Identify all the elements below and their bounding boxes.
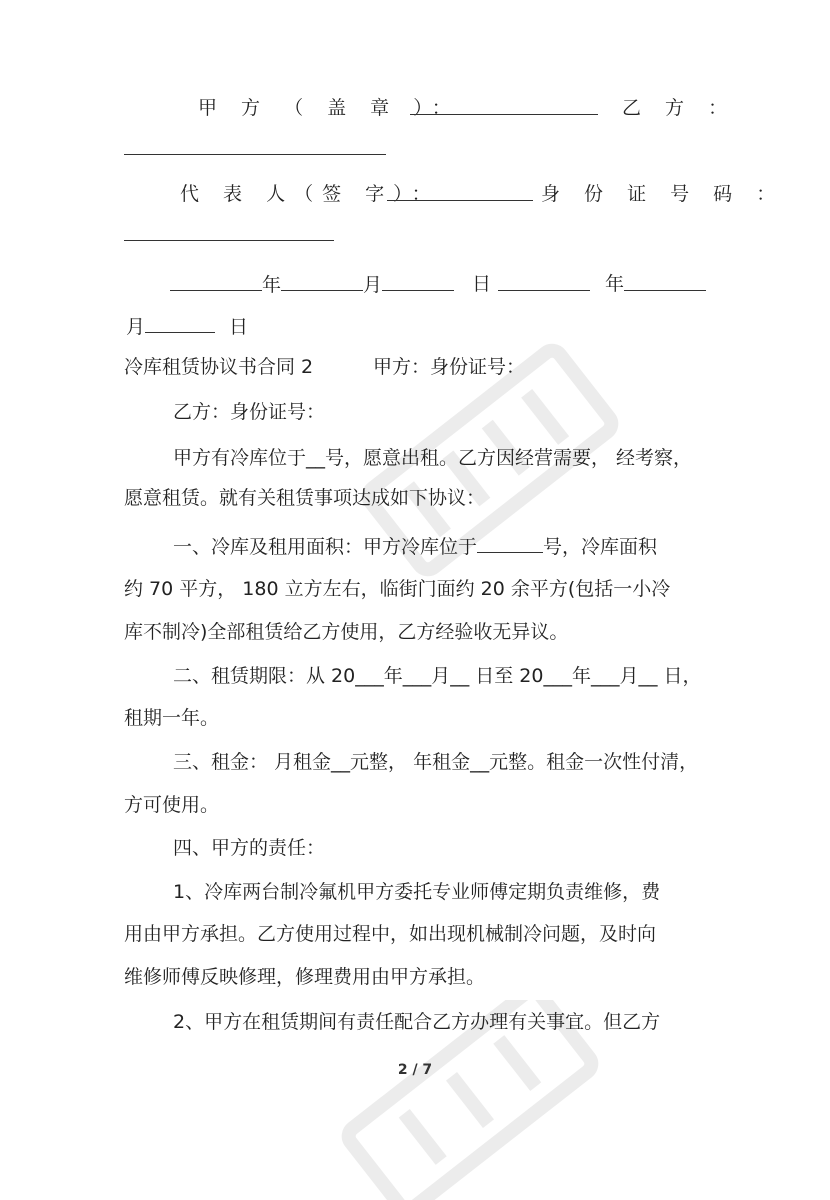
party-a-seal-label: 甲 方 （ 盖 章 ）： xyxy=(198,97,460,119)
term-clause-line-2: 租期一年。 xyxy=(124,707,220,729)
party-b-label: 乙 方 ： xyxy=(622,97,737,119)
contract-title: 冷库租赁协议书合同 2 xyxy=(124,356,314,378)
party-b-id-line: 乙方：身份证号： xyxy=(173,401,326,423)
party-a-seal-blank xyxy=(410,96,598,121)
term-clause-line-1: 二、租赁期限：从 20___年___月__ 日至 20___年___月__ 日， xyxy=(173,665,702,687)
month-label-2: 月 xyxy=(126,316,146,338)
area-clause-line-2: 约 70 平方， 180 立方左右，临街门面约 20 余平方(包括一小冷 xyxy=(124,578,671,600)
duty-1-line-3: 维修师傅反映修理，修理费用由甲方承担。 xyxy=(124,966,486,988)
day-label-2: 日 xyxy=(229,316,249,338)
date-year-label-2: 年 xyxy=(605,273,625,295)
intro-line-1: 甲方有冷库位于__号，愿意出租。乙方因经营需要， 经考察， xyxy=(173,447,693,469)
rent-clause-line-2: 方可使用。 xyxy=(124,794,220,816)
rent-clause-line-1: 三、租金： 月租金__元整， 年租金__元整。租金一次性付清， xyxy=(173,751,699,773)
party-a-duty-heading: 四、甲方的责任： xyxy=(173,837,326,859)
date-day-label-1: 日 xyxy=(472,273,492,295)
representative-blank xyxy=(387,182,533,207)
date-line-1 xyxy=(170,272,454,297)
area-clause-line-1 xyxy=(173,534,657,559)
date-blank-2a xyxy=(498,272,590,297)
page-number: 2 / 7 xyxy=(397,1062,433,1078)
party-b-blank xyxy=(124,136,386,161)
party-a-id-line: 甲方：身份证号： xyxy=(373,356,526,378)
duty-1-line-2: 用由甲方承担。乙方使用过程中，如出现机械制冷问题，及时向 xyxy=(124,923,657,945)
date-line-2 xyxy=(126,314,248,339)
id-number-label: 身 份 证 号 码 ： xyxy=(541,183,785,205)
date-blank-2b xyxy=(624,272,706,297)
intro-line-2: 愿意租赁。就有关租赁事项达成如下协议： xyxy=(124,487,486,509)
area-clause-line-3: 库不制冷)全部租赁给乙方使用，乙方经验收无异议。 xyxy=(124,621,569,643)
year-label: 年 xyxy=(262,274,282,296)
duty-2-line-1: 2、甲方在租赁期间有责任配合乙方办理有关事宜。但乙方 xyxy=(173,1011,661,1033)
area-clause-text-b: 号，冷库面积 xyxy=(543,536,658,558)
area-clause-text-a: 一、冷库及租用面积：甲方冷库位于 xyxy=(173,536,478,558)
id-number-blank xyxy=(124,222,334,247)
month-label: 月 xyxy=(363,274,383,296)
representative-label: 代 表 人（签 字）： xyxy=(180,183,440,205)
duty-1-line-1: 1、冷库两台制冷氟机甲方委托专业师傅定期负责维修，费 xyxy=(173,881,661,903)
